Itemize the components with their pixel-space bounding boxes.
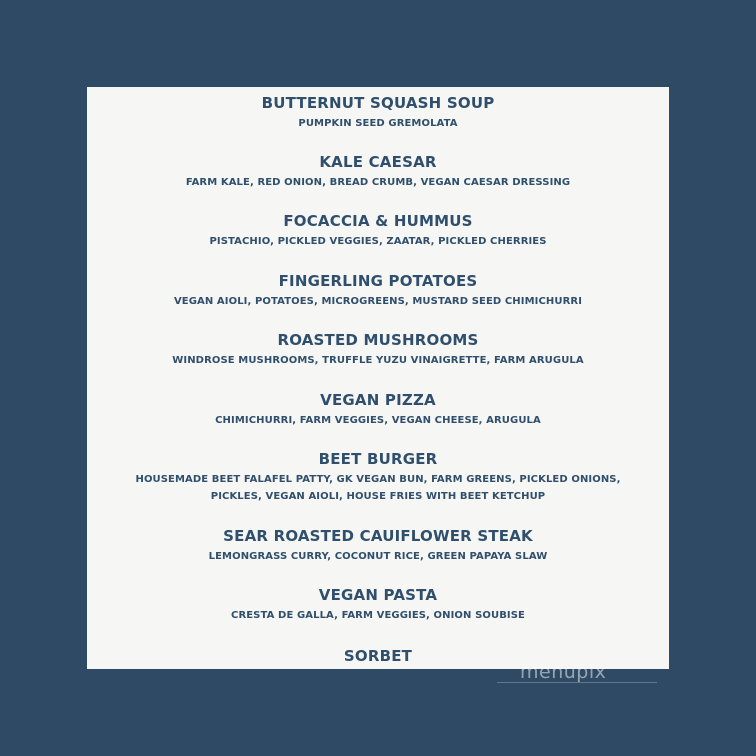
menu-item-name: FINGERLING POTATOES (278, 272, 478, 290)
menu-item-name: KALE CAESAR (319, 153, 437, 171)
menu-item-description: HOUSEMADE BEET FALAFEL PATTY, GK VEGAN BUN, FARM GREENS, PICKLED ONIONS, (135, 474, 621, 485)
menu-item-description: PISTACHIO, PICKLED VEGGIES, ZAATAR, PICKLED CHERRIES (209, 236, 547, 247)
menu-item-description: LEMONGRASS CURRY, COCONUT RICE, GREEN PAPAYA SLAW (208, 551, 548, 562)
menu-item-name: SEAR ROASTED CAUIFLOWER STEAK (223, 527, 533, 545)
menu-item-name: VEGAN PASTA (318, 586, 438, 604)
watermark-underline (497, 682, 657, 683)
menu-item (87, 212, 669, 250)
menu-item-description: WINDROSE MUSHROOMS, TRUFFLE YUZU VINAIGRETTE, FARM ARUGULA (172, 355, 584, 366)
menu-item-description: CHIMICHURRI, FARM VEGGIES, VEGAN CHEESE, ARUGULA (215, 415, 541, 426)
menu-card (87, 87, 669, 669)
menu-item (87, 331, 669, 369)
menu-item-name: BUTTERNUT SQUASH SOUP (261, 94, 495, 112)
menu-item-name: ROASTED MUSHROOMS (277, 331, 479, 349)
menu-item-name: SORBET (343, 647, 413, 665)
menu-item (87, 450, 669, 505)
menu-item-name: VEGAN PIZZA (320, 391, 436, 409)
menu-item (87, 586, 669, 624)
menu-item-description: PUMPKIN SEED GREMOLATA (298, 118, 458, 129)
menu-item (87, 391, 669, 429)
menu-item-name: BEET BURGER (318, 450, 438, 468)
menu-item-name: FOCACCIA & HUMMUS (283, 212, 473, 230)
menu-item-description: VEGAN AIOLI, POTATOES, MICROGREENS, MUSTARD SEED CHIMICHURRI (173, 296, 583, 307)
menu-item (87, 94, 669, 132)
menu-item (87, 527, 669, 565)
menu-item (87, 272, 669, 310)
menu-item-description: FARM KALE, RED ONION, BREAD CRUMB, VEGAN CAESAR DRESSING (185, 177, 571, 188)
menu-item-description: CRESTA DE GALLA, FARM VEGGIES, ONION SOUBISE (231, 610, 525, 621)
menu-item (87, 153, 669, 191)
menu-item-description: PICKLES, VEGAN AIOLI, HOUSE FRIES WITH BEET KETCHUP (210, 491, 546, 502)
watermark-logo: menupix (520, 661, 607, 683)
